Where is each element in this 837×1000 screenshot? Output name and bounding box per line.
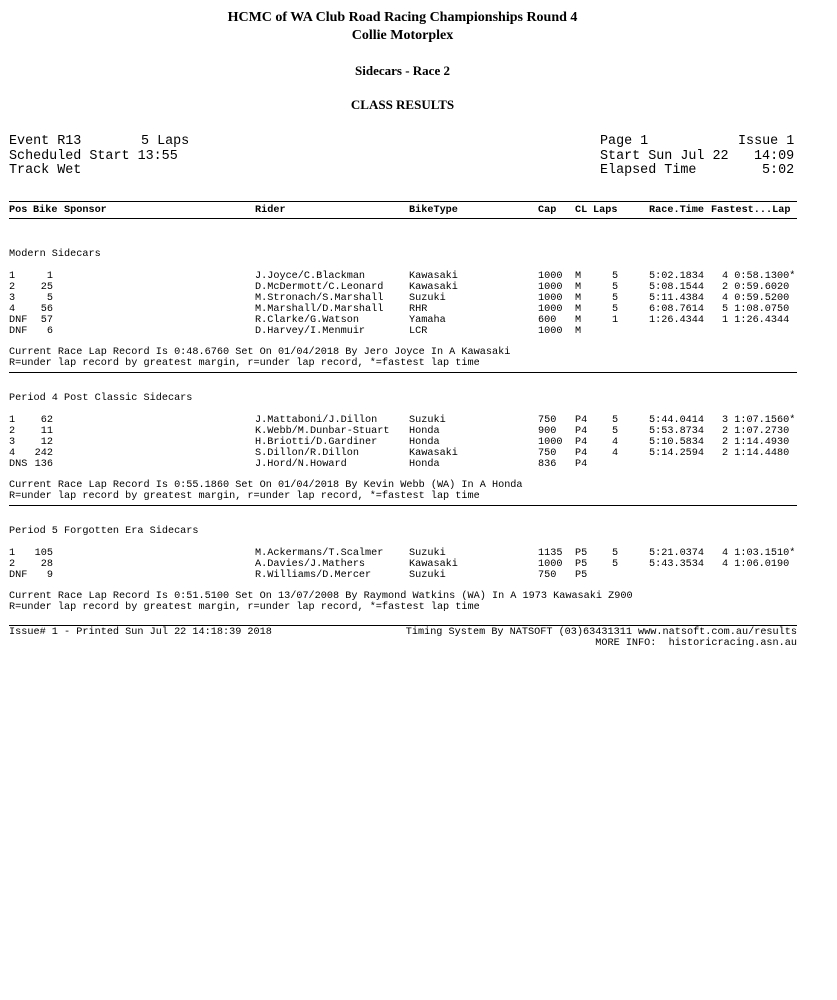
lap-record: Current Race Lap Record Is 0:51.5100 Set On 13/07/2008 By Raymond Watkins (WA) In A 1973 Kawasaki Z900 bbox=[9, 591, 633, 602]
class-name: Modern Sidecars bbox=[9, 249, 101, 260]
pos-cell: DNF bbox=[9, 326, 28, 337]
biketype-cell: Suzuki bbox=[409, 293, 446, 304]
racetime-cell: 5:43.3534 bbox=[649, 559, 705, 570]
cap-cell: 750 bbox=[538, 448, 557, 459]
racetime-cell: 5:14.2594 bbox=[649, 448, 705, 459]
biketype-cell: Suzuki bbox=[409, 570, 446, 581]
bike-cell: 9 bbox=[46, 570, 53, 581]
col-racetime: Race.Time bbox=[649, 205, 705, 216]
racetime-cell: 6:08.7614 bbox=[649, 304, 705, 315]
fastest-cell: 2 0:59.6020 bbox=[722, 282, 790, 293]
table-row bbox=[0, 426, 837, 437]
bike-cell: 12 bbox=[40, 437, 53, 448]
cap-cell: 750 bbox=[538, 570, 557, 581]
cap-cell: 900 bbox=[538, 426, 557, 437]
results-type-title: CLASS RESULTS bbox=[350, 97, 455, 112]
cap-cell: 836 bbox=[538, 459, 557, 470]
bike-cell: 1 bbox=[46, 271, 53, 282]
bike-cell: 62 bbox=[40, 415, 53, 426]
biketype-cell: Kawasaki bbox=[409, 559, 458, 570]
laps-label: 5 Laps bbox=[141, 134, 190, 149]
class-cell: M bbox=[575, 271, 582, 282]
printed-info: Issue# 1 - Printed Sun Jul 22 14:18:39 2018 bbox=[9, 627, 272, 638]
cap-cell: 1000 bbox=[538, 304, 563, 315]
bike-cell: 105 bbox=[34, 548, 53, 559]
fastest-cell: 2 1:07.2730 bbox=[722, 426, 790, 437]
biketype-cell: Suzuki bbox=[409, 415, 446, 426]
laps-cell: 4 bbox=[612, 448, 619, 459]
laps-cell: 5 bbox=[612, 548, 619, 559]
lap-record: Current Race Lap Record Is 0:48.6760 Set On 01/04/2018 By Jero Joyce In A Kawasaki bbox=[9, 347, 511, 358]
col-laps: Laps bbox=[593, 205, 618, 216]
col-cap: Cap bbox=[538, 205, 557, 216]
section-divider bbox=[9, 505, 797, 506]
pos-cell: 3 bbox=[9, 437, 16, 448]
pos-cell: DNS bbox=[9, 459, 28, 470]
cap-cell: 1000 bbox=[538, 271, 563, 282]
class-cell: P4 bbox=[575, 426, 588, 437]
biketype-cell: Honda bbox=[409, 437, 440, 448]
table-row bbox=[0, 548, 837, 559]
col-rider: Rider bbox=[255, 205, 286, 216]
bike-cell: 25 bbox=[40, 282, 53, 293]
biketype-cell: Kawasaki bbox=[409, 448, 458, 459]
pos-cell: 2 bbox=[9, 559, 16, 570]
bike-cell: 57 bbox=[40, 315, 53, 326]
bike-cell: 56 bbox=[40, 304, 53, 315]
record-legend: R=under lap record by greatest margin, r=under lap record, *=fastest lap time bbox=[9, 602, 480, 613]
section-divider bbox=[9, 372, 797, 373]
rider-cell: D.McDermott/C.Leonard bbox=[255, 282, 384, 293]
class-cell: M bbox=[575, 304, 582, 315]
class-cell: P5 bbox=[575, 548, 588, 559]
class-cell: P4 bbox=[575, 448, 588, 459]
pos-cell: 2 bbox=[9, 282, 16, 293]
rider-cell: R.Clarke/G.Watson bbox=[255, 315, 359, 326]
bike-cell: 11 bbox=[40, 426, 53, 437]
fastest-cell: 4 1:03.1510* bbox=[722, 548, 796, 559]
class-cell: P4 bbox=[575, 437, 588, 448]
rider-cell: S.Dillon/R.Dillon bbox=[255, 448, 359, 459]
rider-cell: K.Webb/M.Dunbar-Stuart bbox=[255, 426, 390, 437]
laps-cell: 4 bbox=[612, 437, 619, 448]
biketype-cell: RHR bbox=[409, 304, 428, 315]
table-row bbox=[0, 570, 837, 581]
racetime-cell: 5:21.0374 bbox=[649, 548, 705, 559]
pos-cell: 1 bbox=[9, 548, 16, 559]
cap-cell: 1000 bbox=[538, 559, 563, 570]
class-cell: P5 bbox=[575, 570, 588, 581]
laps-cell: 5 bbox=[612, 415, 619, 426]
laps-cell: 5 bbox=[612, 271, 619, 282]
table-row bbox=[0, 326, 837, 337]
cap-cell: 600 bbox=[538, 315, 557, 326]
table-row bbox=[0, 559, 837, 570]
class-cell: M bbox=[575, 293, 582, 304]
pos-cell: 2 bbox=[9, 426, 16, 437]
class-cell: M bbox=[575, 315, 582, 326]
class-name: Period 5 Forgotten Era Sidecars bbox=[9, 526, 199, 537]
rider-cell: M.Ackermans/T.Scalmer bbox=[255, 548, 384, 559]
rider-cell: M.Stronach/S.Marshall bbox=[255, 293, 384, 304]
fastest-cell: 2 1:14.4930 bbox=[722, 437, 790, 448]
class-cell: P4 bbox=[575, 415, 588, 426]
elapsed-value: 5:02 bbox=[762, 163, 795, 178]
biketype-cell: Kawasaki bbox=[409, 282, 458, 293]
table-row bbox=[0, 271, 837, 282]
biketype-cell: Yamaha bbox=[409, 315, 446, 326]
fastest-cell: 5 1:08.0750 bbox=[722, 304, 790, 315]
table-row bbox=[0, 293, 837, 304]
page-number: Page 1 bbox=[600, 134, 649, 149]
start-date: Start Sun Jul 22 bbox=[600, 149, 729, 164]
fastest-cell: 4 1:06.0190 bbox=[722, 559, 790, 570]
col-biketype: BikeType bbox=[409, 205, 458, 216]
table-row bbox=[0, 415, 837, 426]
table-row bbox=[0, 437, 837, 448]
racetime-cell: 5:02.1834 bbox=[649, 271, 705, 282]
fastest-cell: 4 0:58.1300* bbox=[722, 271, 796, 282]
pos-cell: 1 bbox=[9, 415, 16, 426]
biketype-cell: Honda bbox=[409, 459, 440, 470]
bike-cell: 6 bbox=[46, 326, 53, 337]
laps-cell: 5 bbox=[612, 426, 619, 437]
fastest-cell: 1 1:26.4344 bbox=[722, 315, 790, 326]
class-name: Period 4 Post Classic Sidecars bbox=[9, 393, 193, 404]
venue-title: Collie Motorplex bbox=[351, 28, 454, 43]
fastest-cell: 3 1:07.1560* bbox=[722, 415, 796, 426]
rider-cell: J.Mattaboni/J.Dillon bbox=[255, 415, 378, 426]
racetime-cell: 5:08.1544 bbox=[649, 282, 705, 293]
header-rule bbox=[9, 201, 797, 202]
table-row bbox=[0, 448, 837, 459]
rider-cell: A.Davies/J.Mathers bbox=[255, 559, 366, 570]
lap-record: Current Race Lap Record Is 0:55.1860 Set On 01/04/2018 By Kevin Webb (WA) In A Honda bbox=[9, 480, 523, 491]
table-row bbox=[0, 315, 837, 326]
racetime-cell: 5:53.8734 bbox=[649, 426, 705, 437]
championship-title: HCMC of WA Club Road Racing Championships Round 4 bbox=[227, 10, 578, 25]
pos-cell: DNF bbox=[9, 570, 28, 581]
timing-system: Timing System By NATSOFT (03)63431311 www.natsoft.com.au/results bbox=[405, 627, 797, 638]
cap-cell: 1000 bbox=[538, 282, 563, 293]
pos-cell: 4 bbox=[9, 304, 16, 315]
header-underline bbox=[9, 218, 797, 219]
scheduled-start: Scheduled Start 13:55 bbox=[9, 149, 178, 164]
start-time: 14:09 bbox=[754, 149, 795, 164]
biketype-cell: Honda bbox=[409, 426, 440, 437]
laps-cell: 5 bbox=[612, 304, 619, 315]
laps-cell: 5 bbox=[612, 282, 619, 293]
pos-cell: DNF bbox=[9, 315, 28, 326]
racetime-cell: 1:26.4344 bbox=[649, 315, 705, 326]
bike-cell: 136 bbox=[34, 459, 53, 470]
race-title: Sidecars - Race 2 bbox=[355, 63, 450, 78]
record-legend: R=under lap record by greatest margin, r=under lap record, *=fastest lap time bbox=[9, 358, 480, 369]
record-legend: R=under lap record by greatest margin, r=under lap record, *=fastest lap time bbox=[9, 491, 480, 502]
footer-rule bbox=[9, 625, 797, 626]
rider-cell: D.Harvey/I.Menmuir bbox=[255, 326, 366, 337]
fastest-cell: 2 1:14.4480 bbox=[722, 448, 790, 459]
col-bike: Bike bbox=[33, 205, 58, 216]
laps-cell: 5 bbox=[612, 559, 619, 570]
track-condition: Track Wet bbox=[9, 163, 82, 178]
table-row bbox=[0, 304, 837, 315]
fastest-cell: 4 0:59.5200 bbox=[722, 293, 790, 304]
cap-cell: 1135 bbox=[538, 548, 563, 559]
col-cl: CL bbox=[575, 205, 588, 216]
racetime-cell: 5:44.0414 bbox=[649, 415, 705, 426]
laps-cell: 5 bbox=[612, 293, 619, 304]
col-sponsor: Sponsor bbox=[64, 205, 107, 216]
pos-cell: 4 bbox=[9, 448, 16, 459]
class-cell: M bbox=[575, 282, 582, 293]
more-info: MORE INFO: historicracing.asn.au bbox=[595, 638, 797, 649]
table-row bbox=[0, 459, 837, 470]
laps-cell: 1 bbox=[612, 315, 619, 326]
racetime-cell: 5:11.4384 bbox=[649, 293, 705, 304]
bike-cell: 5 bbox=[46, 293, 53, 304]
cap-cell: 1000 bbox=[538, 437, 563, 448]
racetime-cell: 5:10.5834 bbox=[649, 437, 705, 448]
rider-cell: H.Briotti/D.Gardiner bbox=[255, 437, 378, 448]
class-cell: M bbox=[575, 326, 582, 337]
class-cell: P4 bbox=[575, 459, 588, 470]
cap-cell: 750 bbox=[538, 415, 557, 426]
rider-cell: J.Hord/N.Howard bbox=[255, 459, 347, 470]
cap-cell: 1000 bbox=[538, 293, 563, 304]
biketype-cell: Kawasaki bbox=[409, 271, 458, 282]
rider-cell: R.Williams/D.Mercer bbox=[255, 570, 372, 581]
rider-cell: J.Joyce/C.Blackman bbox=[255, 271, 366, 282]
column-header-row bbox=[0, 205, 837, 216]
biketype-cell: Suzuki bbox=[409, 548, 446, 559]
table-row bbox=[0, 282, 837, 293]
col-pos: Pos bbox=[9, 205, 28, 216]
rider-cell: M.Marshall/D.Marshall bbox=[255, 304, 384, 315]
cap-cell: 1000 bbox=[538, 326, 563, 337]
col-fastest: Fastest...Lap bbox=[711, 205, 791, 216]
bike-cell: 28 bbox=[40, 559, 53, 570]
elapsed-label: Elapsed Time bbox=[600, 163, 697, 178]
issue-number: Issue 1 bbox=[738, 134, 795, 149]
pos-cell: 1 bbox=[9, 271, 16, 282]
biketype-cell: LCR bbox=[409, 326, 428, 337]
event-label: Event R13 bbox=[9, 134, 82, 149]
pos-cell: 3 bbox=[9, 293, 16, 304]
class-cell: P5 bbox=[575, 559, 588, 570]
bike-cell: 242 bbox=[34, 448, 53, 459]
